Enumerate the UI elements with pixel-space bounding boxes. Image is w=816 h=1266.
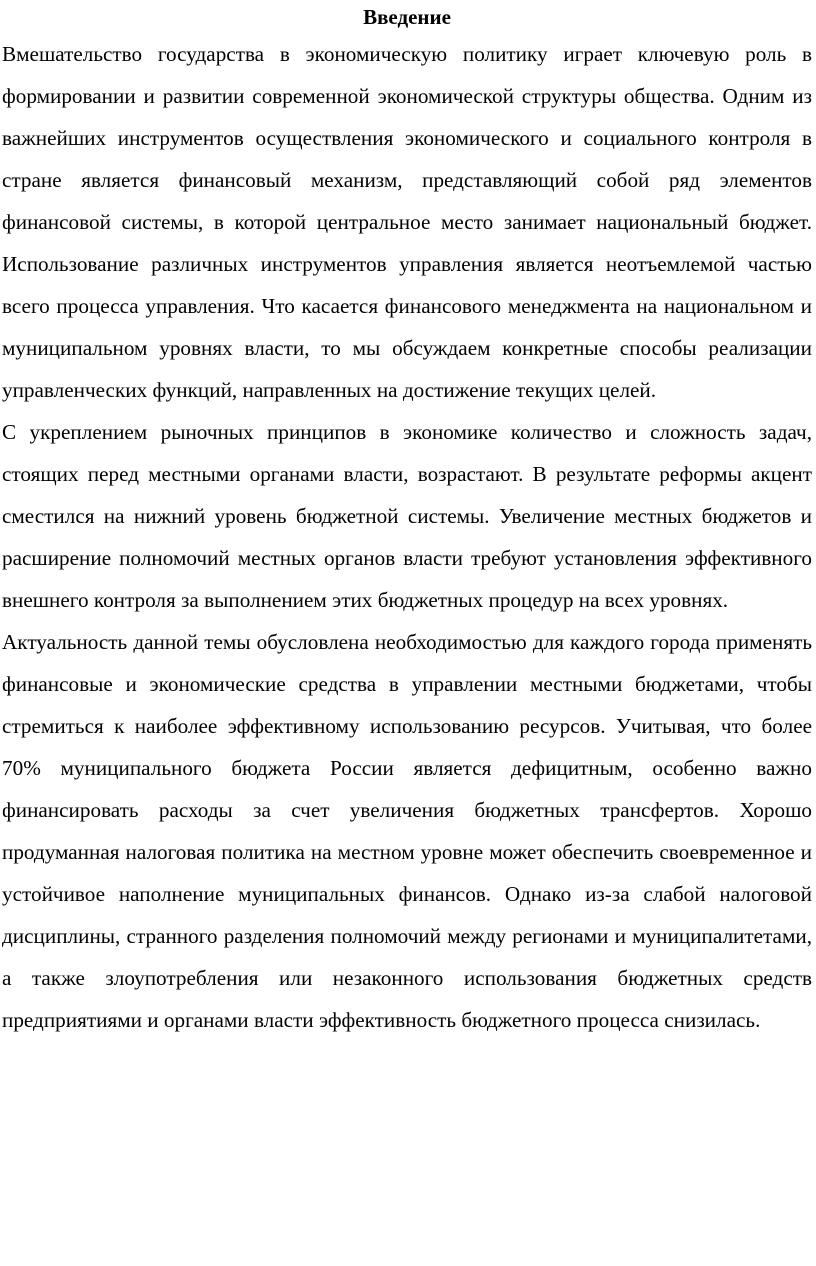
document-title: Введение [363,5,451,29]
paragraph-2: С укреплением рыночных принципов в экономике количество и сложность задач, стоящих перед местными органами власти, возрастают. В результате реформы акцент сместился на нижний уровень бюджетной системы. Увеличение местных бюджетов и расширение полномочий местных органов власти требуют установления эффективного внешнего контроля за выполнением этих бюджетных процедур на всех уровнях. [2,420,812,612]
paragraph-1: Вмешательство государства в экономическую политику играет ключевую роль в формировании и развитии современной экономической структуры общества. Одним из важнейших инструментов осуществления экономического и социального контроля в стране является финансовый механизм, представляющий собой ряд элементов финансовой системы, в которой центральное место занимает национальный бюджет. Использование различных инструментов управления является неотъемлемой частью всего процесса управления. Что касается финансового менеджмента на национальном и муниципальном уровнях власти, то мы обсуждаем конкретные способы реализации управленческих функций, направленных на достижение текущих целей. [2,42,812,402]
paragraph-3: Актуальность данной темы обусловлена необходимостью для каждого города применять финансовые и экономические средства в управлении местными бюджетами, чтобы стремиться к наиболее эффективному использованию ресурсов. Учитывая, что более 70% муниципального бюджета России является дефицитным, особенно важно финансировать расходы за счет увеличения бюджетных трансфертов. Хорошо продуманная налоговая политика на местном уровне может обеспечить своевременное и устойчивое наполнение муниципальных финансов. Однако из-за слабой налоговой дисциплины, странного разделения полномочий между регионами и муниципалитетами, а также злоупотребления или незаконного использования бюджетных средств предприятиями и органами власти эффективность бюджетного процесса снизилась. [2,630,812,1032]
